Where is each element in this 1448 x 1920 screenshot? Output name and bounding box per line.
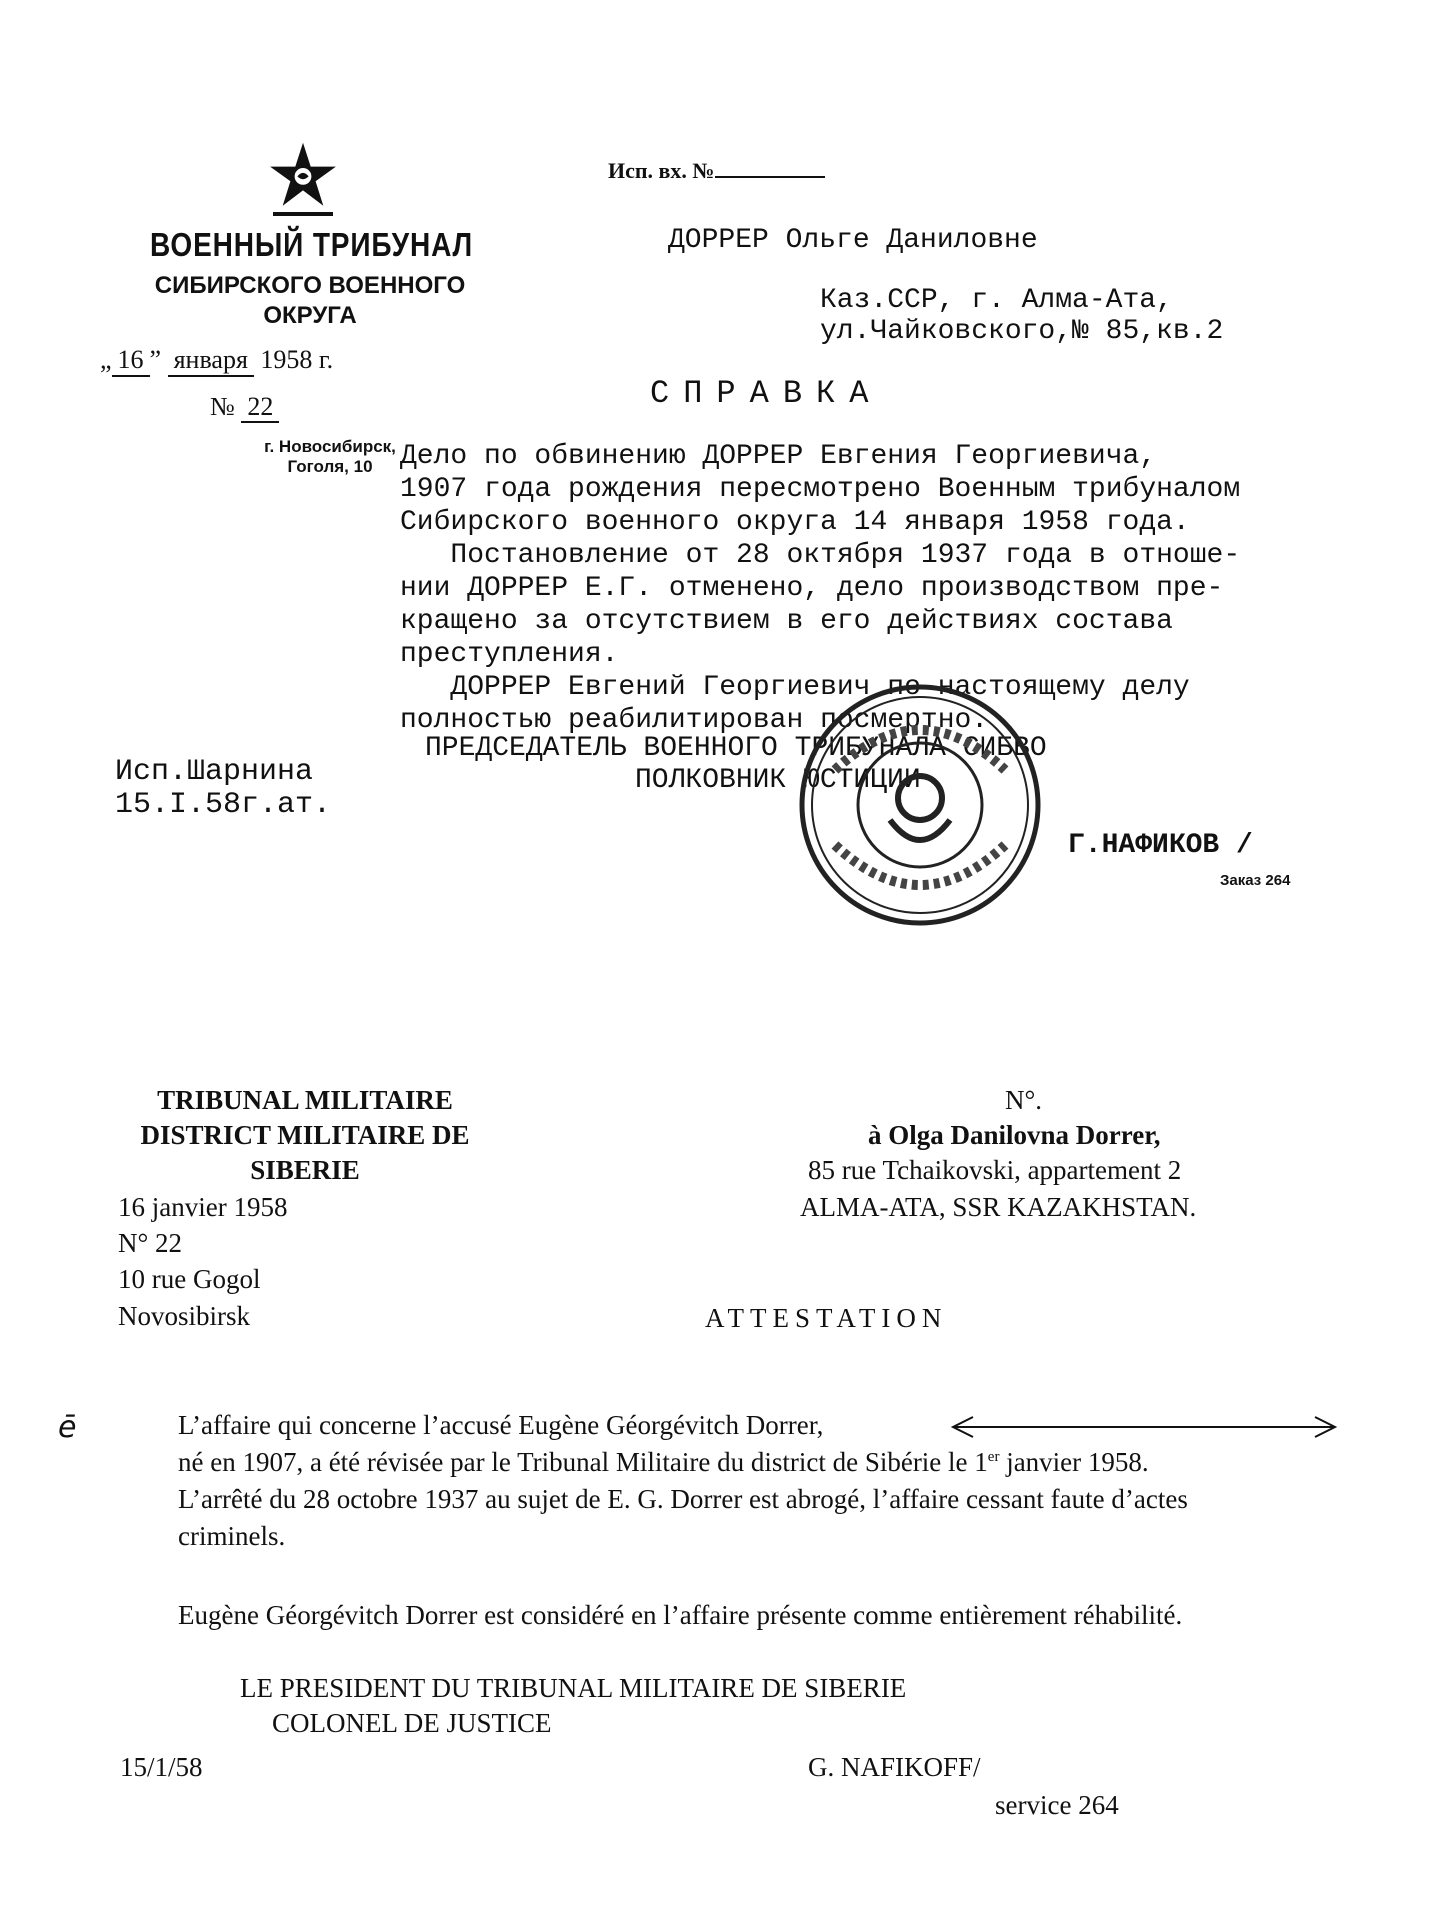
fr-paragraph-rehabilitation: Eugène Géorgévitch Dorrer est considéré en l’affaire présente comme entièrement réhabilité. xyxy=(178,1600,1183,1630)
fr-short-date: 15/1/58 xyxy=(120,1752,203,1782)
ru-incoming-number xyxy=(608,158,825,184)
ru-tribunal-title: ВОЕННЫЙ ТРИБУНАЛ xyxy=(150,226,474,263)
ru-document-title: СПРАВКА xyxy=(650,375,883,412)
ru-okrug-line2: ОКРУГА xyxy=(263,302,357,329)
ru-incoming-label: Исп. вх. № xyxy=(608,158,715,183)
fr-signature: G. NAFIKOFF/ xyxy=(808,1752,981,1782)
fr-paragraph-line2-a: né en 1907, a été révisée par le Tribunal Militaire du district de Sibérie le 1 xyxy=(178,1447,988,1477)
fr-margin-note: ē xyxy=(58,1410,77,1445)
ru-date-year: 1958 xyxy=(260,345,313,374)
ru-address-line1: г. Новосибирск, xyxy=(264,437,396,456)
fr-paragraph-line2-sup: er xyxy=(987,1449,1000,1465)
ru-body-text: Дело по обвинению ДОРРЕР Евгения Георгиевича, 1907 года рождения пересмотрено Военным трибуналом Сибирского военного округа 14 января 1958 года. Постановление от 28 октября 1937 года в отноше- нии ДОРРЕР Е.Г. отменено, дело производством пре- кращено за отсутствием в его действиях состава преступления. ДОРРЕР Евгений Георгиевич по настоящему делу полностью реабилитирован посмертно. xyxy=(400,441,1241,736)
ru-date-suffix: г. xyxy=(318,345,334,374)
double-arrow-icon xyxy=(945,1412,1345,1442)
round-seal-stamp xyxy=(795,680,1045,930)
fr-president-rank: COLONEL DE JUSTICE xyxy=(272,1708,552,1738)
fr-date: 16 janvier 1958 xyxy=(118,1192,288,1222)
fr-tribunal-line3: SIBERIE xyxy=(250,1155,360,1185)
fr-paragraph-line4: criminels. xyxy=(178,1521,286,1551)
ru-recipient: ДОРРЕР Ольге Даниловне xyxy=(668,225,1038,256)
ru-number-label: № xyxy=(210,392,235,421)
fr-number: N° 22 xyxy=(118,1228,183,1258)
fr-recipient-address2: ALMA-ATA, SSR KAZAKHSTAN. xyxy=(800,1192,1197,1222)
ru-date-day: 16 xyxy=(112,345,150,377)
ru-executor-date: 15.I.58г.ат. xyxy=(115,788,332,822)
ru-number xyxy=(210,392,279,422)
ru-date: „ 16 ” января 1958 г. xyxy=(100,345,333,377)
fr-paragraph-line2-b: janvier 1958. xyxy=(999,1447,1149,1477)
ru-recipient-address1: Каз.ССР, г. Алма-Ата, xyxy=(820,285,1173,316)
emblem-underline xyxy=(273,212,333,216)
fr-tribunal-line1: TRIBUNAL MILITAIRE xyxy=(157,1085,453,1115)
ru-chairman-rank: ПОЛКОВНИК ЮСТИЦИИ xyxy=(635,765,921,796)
fr-paragraph-line2 xyxy=(178,1447,1149,1478)
ru-chairman-title: ПРЕДСЕДАТЕЛЬ ВОЕННОГО ТРИБУНАЛА СИБВО xyxy=(425,733,1047,764)
fr-recipient-address1: 85 rue Tchaikovski, appartement 2 xyxy=(808,1155,1182,1185)
ru-date-month: января xyxy=(168,345,254,377)
ru-address-line2: Гоголя, 10 xyxy=(287,457,373,476)
fr-paragraph-line1: L’affaire qui concerne l’accusé Eugène Géorgévitch Dorrer, xyxy=(178,1410,824,1440)
ru-okrug-line1: СИБИРСКОГО ВОЕННОГО xyxy=(154,272,466,299)
fr-document-title: ATTESTATION xyxy=(705,1303,948,1333)
ru-order-number: Заказ 264 xyxy=(1220,872,1291,889)
fr-street: 10 rue Gogol xyxy=(118,1264,261,1294)
ru-executor: Исп.Шарнина xyxy=(115,755,314,789)
fr-paragraph-line3: L’arrêté du 28 octobre 1937 au sujet de E. G. Dorrer est abrogé, l’affaire cessant faute d’actes xyxy=(178,1484,1188,1514)
ru-recipient-address2: ул.Чайковского,№ 85,кв.2 xyxy=(820,316,1224,347)
ru-signature: Г.НАФИКОВ / xyxy=(1068,830,1253,861)
fr-incoming-number: N°. xyxy=(1005,1085,1043,1115)
fr-service-number: service 264 xyxy=(995,1790,1119,1820)
fr-recipient: à Olga Danilovna Dorrer, xyxy=(868,1120,1161,1150)
ru-incoming-blank xyxy=(715,176,825,178)
star-emblem-icon xyxy=(268,140,338,210)
ru-number-value: 22 xyxy=(241,392,279,423)
fr-tribunal-line2: DISTRICT MILITAIRE DE xyxy=(140,1120,470,1150)
fr-president-title: LE PRESIDENT DU TRIBUNAL MILITAIRE DE SIBERIE xyxy=(240,1673,907,1703)
fr-city: Novosibirsk xyxy=(118,1301,251,1331)
